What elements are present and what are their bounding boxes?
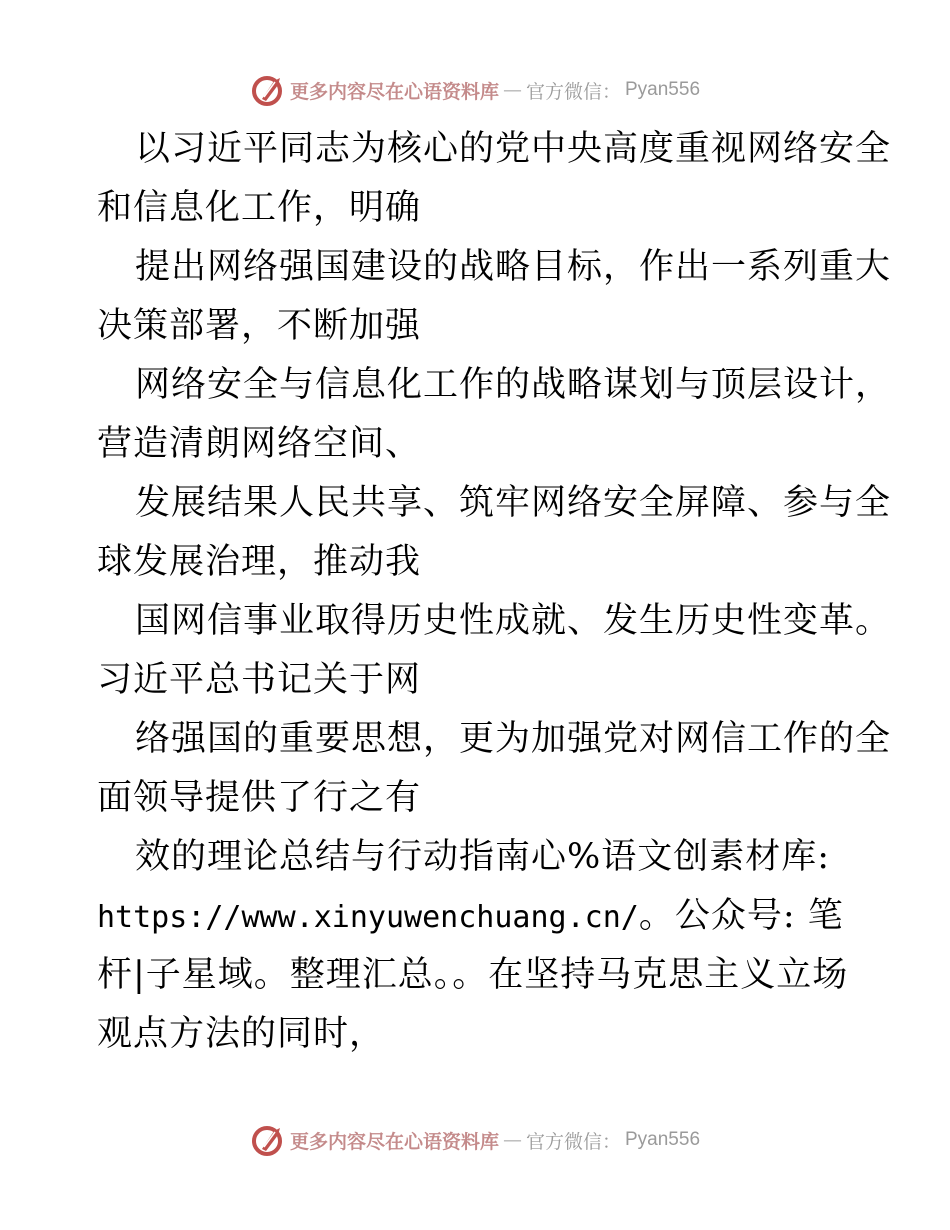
watermark-wechat-id: Pyan556 (625, 79, 701, 100)
watermark-label: 官方微信： (525, 80, 621, 103)
header-watermark (0, 68, 950, 112)
text-line: 以习近平同志为核心的党中央高度重视网络安全 (135, 129, 892, 169)
footer-watermark (0, 1118, 950, 1162)
watermark-dash: — (502, 1129, 522, 1151)
watermark-title: 更多内容尽在心语资料库 (289, 1130, 499, 1153)
text-line: 营造清朗网络空间、 (97, 424, 422, 464)
watermark-dash: — (502, 79, 522, 101)
text-line: 观点方法的同时， (97, 1014, 386, 1054)
text-line: 提出网络强国建设的战略目标，作出一系列重大 (135, 247, 892, 287)
source-url: https://www.xinyuwenchuang.cn/ (97, 900, 639, 935)
document-body (97, 120, 892, 1064)
text-line: 杆|子星域。整理汇总。。在坚持马克思主义立场 (97, 955, 849, 995)
text-line: 面领导提供了行之有 (97, 778, 422, 818)
text-line: 球发展治理，推动我 (97, 542, 422, 582)
text-line: 决策部署，不断加强 (97, 306, 422, 346)
text-line: 习近平总书记关于网 (97, 660, 422, 700)
watermark-wechat-id: Pyan556 (625, 1129, 701, 1150)
pen-logo-icon (250, 1122, 286, 1158)
pen-logo-icon (250, 72, 286, 108)
text-line: 网络安全与信息化工作的战略谋划与顶层设计， (135, 365, 892, 405)
watermark-title: 更多内容尽在心语资料库 (289, 80, 499, 103)
text-fragment: 。公众号: 笔 (638, 896, 844, 936)
text-line: 效的理论总结与行动指南心%语文创素材库: (135, 837, 831, 877)
text-line: 国网信事业取得历史性成就、发生历史性变革。 (135, 601, 892, 641)
text-line: 发展结果人民共享、筑牢网络安全屏障、参与全 (135, 483, 892, 523)
text-line: 和信息化工作，明确 (97, 188, 422, 228)
text-line: 络强国的重要思想，更为加强党对网信工作的全 (135, 719, 892, 759)
watermark-label: 官方微信： (525, 1130, 621, 1153)
text-line-url (97, 887, 857, 946)
